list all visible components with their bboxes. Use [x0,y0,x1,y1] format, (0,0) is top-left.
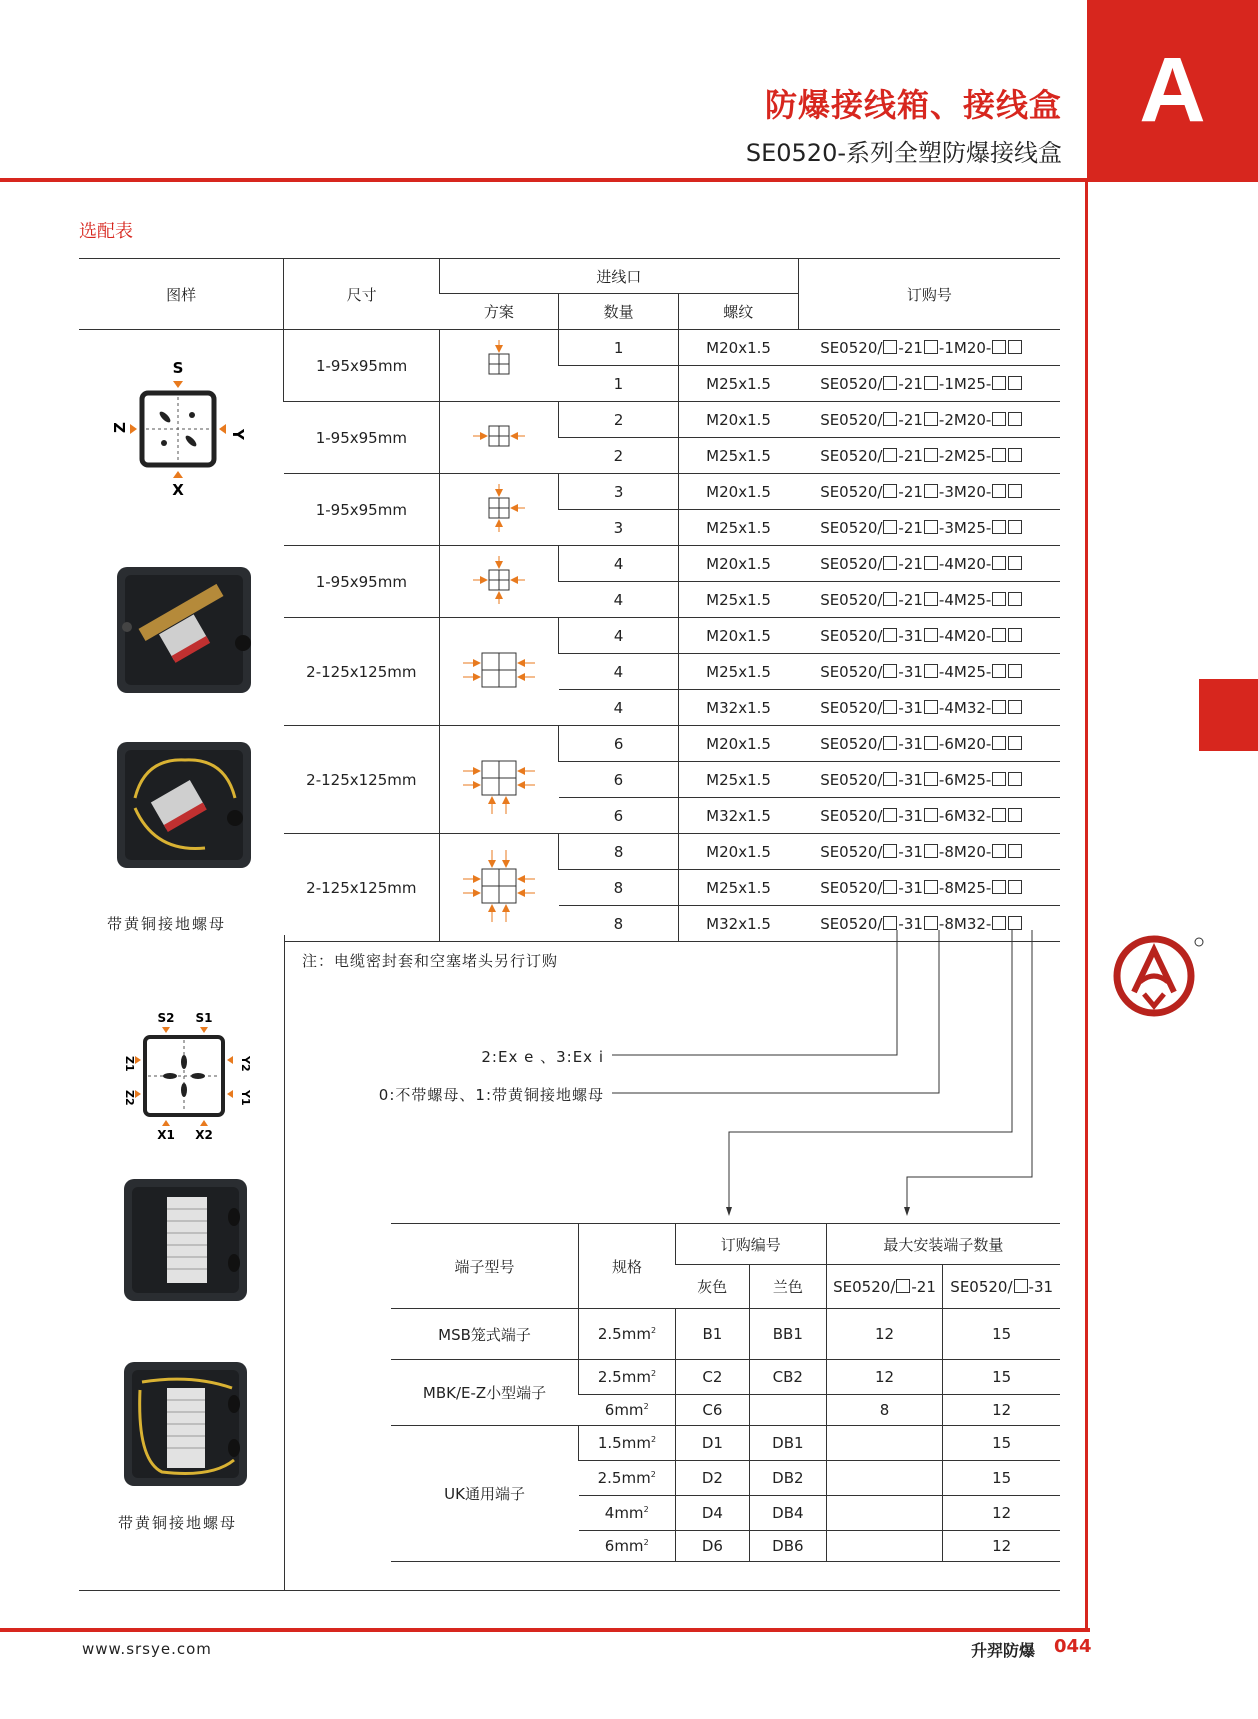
term-header-type: 端子型号 [391,1224,579,1309]
scheme-6-icon [439,726,558,834]
blue-code-cell: DB6 [749,1531,826,1562]
thread-cell: M20x1.5 [678,546,798,582]
spec-cell: $4mm^2$ [579,1496,676,1531]
grey-code-cell: C6 [675,1395,749,1426]
order-code-cell: SE0520/ -21 -2M20- [798,402,1060,438]
size-cell: 1-95x95mm [284,330,440,402]
order-code-cell: SE0520/ -21 -3M25- [798,510,1060,546]
max-31-cell: 12 [943,1531,1060,1562]
placeholder-box [924,448,938,462]
placeholder-box [992,736,1006,750]
placeholder-box [1008,772,1022,786]
thread-cell: M25x1.5 [678,510,798,546]
legend-protection-type: 2:Ex e 、3:Ex i [481,1048,604,1066]
qty-cell: 4 [559,546,679,582]
footer-website: www.srsye.com [82,1640,212,1658]
thread-cell: M32x1.5 [678,906,798,942]
placeholder-box [992,700,1006,714]
max-21-cell: 12 [826,1360,943,1395]
chapter-tab [1199,679,1258,751]
footer-brand: 升羿防爆 [971,1641,1036,1660]
order-code-cell: SE0520/ -21 -3M20- [798,474,1060,510]
placeholder-box [924,412,938,426]
thread-cell: M25x1.5 [678,762,798,798]
placeholder-box [1008,412,1022,426]
placeholder-box [883,592,897,606]
placeholder-box [992,772,1006,786]
thread-cell: M25x1.5 [678,582,798,618]
thread-cell: M25x1.5 [678,654,798,690]
placeholder-box [883,340,897,354]
term-header-col21: SE0520/ -21 [826,1265,943,1309]
thread-cell: M20x1.5 [678,402,798,438]
order-code-cell: SE0520/ -21 -4M25- [798,582,1060,618]
left-column-rule [284,935,285,1590]
grey-code-cell: B1 [675,1309,749,1360]
blue-code-cell: CB2 [749,1360,826,1395]
placeholder-box [883,664,897,678]
header-thread: 螺纹 [678,294,798,330]
placeholder-box [924,700,938,714]
placeholder-box [924,664,938,678]
blue-code-cell [749,1395,826,1426]
thread-cell: M32x1.5 [678,798,798,834]
order-code-cell: SE0520/ -31 -8M25- [798,870,1060,906]
order-code-cell: SE0520/ -31 -6M20- [798,726,1060,762]
label-y: Y [229,429,247,440]
max-21-cell [826,1531,943,1562]
thread-cell: M32x1.5 [678,690,798,726]
placeholder-box [883,808,897,822]
grey-code-cell: D2 [675,1461,749,1496]
scheme-1-icon [439,330,558,402]
placeholder-box [992,340,1006,354]
terminal-row [391,1309,1060,1360]
qty-cell: 8 [559,870,679,906]
placeholder-box [924,916,938,930]
placeholder-box [1008,520,1022,534]
caption-brass-nut-1: 带黄铜接地螺母 [107,915,227,933]
placeholder-box [883,556,897,570]
qty-cell: 2 [559,402,679,438]
qty-cell: 4 [559,618,679,654]
order-code-cell: SE0520/ -21 -2M25- [798,438,1060,474]
blue-code-cell: BB1 [749,1309,826,1360]
placeholder-box [1008,916,1022,930]
thread-cell: M25x1.5 [678,870,798,906]
scheme-2-icon [439,402,558,474]
header-qty: 数量 [559,294,679,330]
spec-cell: $2.5mm^2$ [579,1309,676,1360]
scheme-4-icon [439,546,558,618]
thread-cell: M20x1.5 [678,834,798,870]
svg-text:Z2: Z2 [123,1090,136,1106]
max-21-cell: 12 [826,1309,943,1360]
qty-cell: 1 [559,366,679,402]
placeholder-box [883,772,897,786]
placeholder-box [924,880,938,894]
max-31-cell: 12 [943,1395,1060,1426]
svg-text:Y1: Y1 [239,1090,252,1106]
placeholder-box [883,916,897,930]
placeholder-box [883,700,897,714]
grey-code-cell: D4 [675,1496,749,1531]
term-header-col31: SE0520/ -31 [943,1265,1060,1309]
placeholder-box [1008,736,1022,750]
order-code-cell: SE0520/ -21 -4M20- [798,546,1060,582]
placeholder-box [1008,700,1022,714]
placeholder-box [1008,664,1022,678]
placeholder-box [883,520,897,534]
max-21-cell [826,1426,943,1461]
placeholder-box [1008,880,1022,894]
max-31-cell: 15 [943,1360,1060,1395]
placeholder-box [992,880,1006,894]
spec-cell: $2.5mm^2$ [579,1461,676,1496]
placeholder-box [883,880,897,894]
placeholder-box [1008,844,1022,858]
placeholder-box [1008,340,1022,354]
blue-code-cell: DB2 [749,1461,826,1496]
placeholder-box [992,808,1006,822]
svg-text:Z1: Z1 [123,1056,136,1072]
placeholder-box [883,844,897,858]
terminal-table [391,1223,1060,1562]
placeholder-box [992,628,1006,642]
qty-cell: 8 [559,834,679,870]
placeholder-box [883,376,897,390]
header-inlet: 进线口 [439,259,798,294]
size-cell: 2-125x125mm [284,834,440,942]
blue-code-cell: DB1 [749,1426,826,1461]
placeholder-box [883,736,897,750]
order-code-cell: SE0520/ -31 -4M20- [798,618,1060,654]
placeholder-box [924,592,938,606]
svg-text:X1: X1 [157,1128,175,1142]
term-header-blue: 兰色 [749,1265,826,1309]
grey-code-cell: D6 [675,1531,749,1562]
placeholder-box [924,772,938,786]
svg-text:X2: X2 [195,1128,213,1142]
placeholder-box [992,376,1006,390]
brand-logo-icon [1112,932,1204,1016]
placeholder-box [1008,484,1022,498]
order-code-cell: SE0520/ -31 -8M32- [798,906,1060,942]
qty-cell: 6 [559,762,679,798]
size-cell: 1-95x95mm [284,402,440,474]
qty-cell: 4 [559,690,679,726]
order-code-cell: SE0520/ -31 -4M32- [798,690,1060,726]
placeholder-box [924,844,938,858]
svg-text:Y2: Y2 [239,1056,252,1072]
terminal-row [391,1360,1060,1395]
spec-cell: $6mm^2$ [579,1395,676,1426]
thread-cell: M20x1.5 [678,474,798,510]
placeholder-box [883,484,897,498]
svg-text:S1: S1 [195,1011,213,1025]
size-cell: 1-95x95mm [284,474,440,546]
order-note: 注：电缆密封套和空塞堵头另行订购 [302,952,559,970]
placeholder-box [883,412,897,426]
placeholder-box [924,628,938,642]
placeholder-box [1008,376,1022,390]
qty-cell: 1 [559,330,679,366]
placeholder-box [1008,556,1022,570]
scheme-3-icon [439,474,558,546]
footer-rule [0,1628,1090,1632]
terminal-type-cell: MBK/E-Z小型端子 [391,1360,579,1426]
placeholder-box [992,556,1006,570]
blue-code-cell: DB4 [749,1496,826,1531]
placeholder-box [883,448,897,462]
label-x: X [172,481,184,499]
content-bottom-rule [79,1590,1060,1591]
placeholder-box [992,664,1006,678]
thread-cell: M25x1.5 [678,438,798,474]
label-z: Z [111,422,129,433]
placeholder-box [1008,448,1022,462]
thread-cell: M20x1.5 [678,726,798,762]
max-31-cell: 15 [943,1461,1060,1496]
placeholder-box [924,736,938,750]
header-rule [0,178,1090,182]
qty-cell: 4 [559,582,679,618]
grey-code-cell: C2 [675,1360,749,1395]
placeholder-box [992,520,1006,534]
header-scheme: 方案 [439,294,558,330]
page-title: 防爆接线箱、接线盒 [764,86,1062,124]
box-inlet-diagram-small [110,355,250,499]
term-header-grey: 灰色 [675,1265,749,1309]
placeholder-box [924,340,938,354]
order-code-cell: SE0520/ -31 -4M25- [798,654,1060,690]
max-21-cell [826,1461,943,1496]
max-31-cell: 15 [943,1426,1060,1461]
box-inlet-diagram-large [118,1010,252,1142]
junction-box-photo-small [115,563,253,698]
legend-ground-nut: 0:不带螺母、1:带黄铜接地螺母 [378,1086,604,1104]
placeholder-box [924,808,938,822]
caption-brass-nut-2: 带黄铜接地螺母 [118,1514,238,1532]
qty-cell: 8 [559,906,679,942]
term-header-max: 最大安装端子数量 [826,1224,1060,1265]
size-cell: 2-125x125mm [284,726,440,834]
placeholder-box [992,592,1006,606]
placeholder-box [924,376,938,390]
placeholder-box [924,556,938,570]
page-subtitle: SE0520-系列全塑防爆接线盒 [745,139,1062,167]
order-code-cell: SE0520/ -31 -6M32- [798,798,1060,834]
max-21-cell: 8 [826,1395,943,1426]
spec-cell: $2.5mm^2$ [579,1360,676,1395]
section-letter: A [1139,39,1206,141]
header-figure: 图样 [79,259,284,330]
term-header-order: 订购编号 [675,1224,826,1265]
placeholder-box [1008,592,1022,606]
spec-cell: $6mm^2$ [579,1531,676,1562]
order-code-cell: SE0520/ -21 -1M20- [798,330,1060,366]
thread-cell: M25x1.5 [678,366,798,402]
page-number: 044 [1054,1636,1092,1657]
section-title: 选配表 [79,221,133,242]
size-cell: 2-125x125mm [284,618,440,726]
placeholder-box [1008,808,1022,822]
placeholder-box [1008,628,1022,642]
max-31-cell: 12 [943,1496,1060,1531]
grey-code-cell: D1 [675,1426,749,1461]
thread-cell: M20x1.5 [678,330,798,366]
qty-cell: 4 [559,654,679,690]
placeholder-box [992,844,1006,858]
max-31-cell: 15 [943,1309,1060,1360]
scheme-5-icon [439,618,558,726]
max-21-cell [826,1496,943,1531]
junction-box-photo-large-wired [122,1360,249,1488]
terminal-type-cell: UK通用端子 [391,1426,579,1562]
placeholder-box [992,916,1006,930]
thread-cell: M20x1.5 [678,618,798,654]
placeholder-box [992,484,1006,498]
header-size: 尺寸 [284,259,440,330]
order-code-cell: SE0520/ -31 -6M25- [798,762,1060,798]
svg-text:S2: S2 [157,1011,175,1025]
label-s: S [172,359,184,377]
spec-cell: $1.5mm^2$ [579,1426,676,1461]
scheme-7-icon [439,834,558,942]
qty-cell: 3 [559,510,679,546]
terminal-type-cell: MSB笼式端子 [391,1309,579,1360]
placeholder-box [992,448,1006,462]
order-code-cell: SE0520/ -21 -1M25- [798,366,1060,402]
placeholder-box [883,628,897,642]
qty-cell: 3 [559,474,679,510]
junction-box-photo-large [122,1177,249,1303]
terminal-row [391,1426,1060,1461]
placeholder-box [992,412,1006,426]
qty-cell: 6 [559,798,679,834]
header-order: 订购号 [798,259,1060,330]
order-code-cell: SE0520/ -31 -8M20- [798,834,1060,870]
placeholder-box [924,520,938,534]
junction-box-photo-small-wired [115,738,253,873]
term-header-spec: 规格 [579,1224,676,1309]
qty-cell: 6 [559,726,679,762]
placeholder-box [924,484,938,498]
qty-cell: 2 [559,438,679,474]
size-cell: 1-95x95mm [284,546,440,618]
side-rule [1085,182,1088,1632]
